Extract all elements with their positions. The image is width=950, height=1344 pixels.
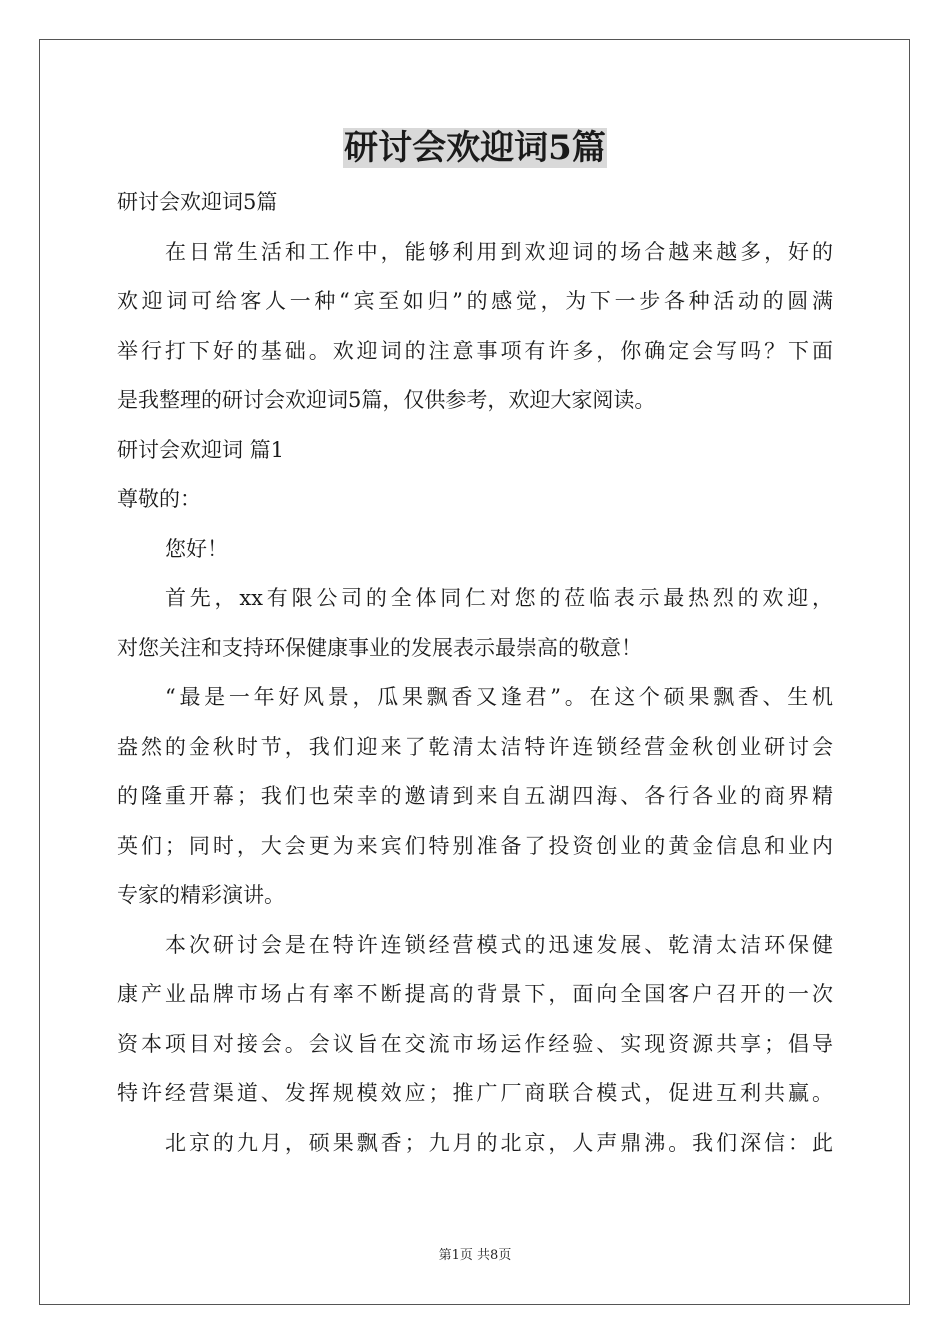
paragraph-line: 特许经营渠道、发挥规模效应；推广厂商联合模式，促进互利共赢。 <box>117 1081 833 1105</box>
paragraph-line: 盎然的金秋时节，我们迎来了乾清太洁特许连锁经营金秋创业研讨会 <box>117 734 833 759</box>
paragraph-line: 是我整理的研讨会欢迎词5篇，仅供参考，欢迎大家阅读。 <box>117 388 656 412</box>
paragraph-line: 欢迎词可给客人一种“宾至如归”的感觉，为下一步各种活动的圆满 <box>117 289 833 313</box>
subtitle-line: 研讨会欢迎词5篇 <box>117 190 278 214</box>
salutation-line: 尊敬的： <box>117 487 201 511</box>
paragraph-line: 资本项目对接会。会议旨在交流市场运作经验、实现资源共享；倡导 <box>117 1031 833 1056</box>
paragraph-line: 首先，xx有限公司的全体同仁对您的莅临表示最热烈的欢迎， <box>165 586 833 610</box>
paragraph-line: 在日常生活和工作中，能够利用到欢迎词的场合越来越多，好的 <box>165 239 833 264</box>
paragraph-line: 本次研讨会是在特许连锁经营模式的迅速发展、乾清太洁环保健 <box>165 932 833 957</box>
paragraph-line: 对您关注和支持环保健康事业的发展表示最崇高的敬意！ <box>117 635 642 660</box>
paragraph-line: “最是一年好风景，瓜果飘香又逢君”。在这个硕果飘香、生机 <box>165 685 833 709</box>
greeting-line: 您好！ <box>165 536 228 561</box>
document-title-text: 研讨会欢迎词5篇 <box>344 128 606 168</box>
paragraph-line: 的隆重开幕；我们也荣幸的邀请到来自五湖四海、各行各业的商界精 <box>117 784 833 808</box>
page-footer: 第1页 共8页 <box>438 1248 512 1263</box>
document-title <box>0 128 950 168</box>
document-body <box>117 178 833 1168</box>
paragraph-line: 康产业品牌市场占有率不断提高的背景下，面向全国客户召开的一次 <box>117 982 833 1006</box>
section-heading: 研讨会欢迎词 篇1 <box>117 437 285 462</box>
paragraph-line: 北京的九月，硕果飘香；九月的北京，人声鼎沸。我们深信：此 <box>165 1130 833 1155</box>
paragraph-line: 英们；同时，大会更为来宾们特别准备了投资创业的黄金信息和业内 <box>117 833 833 858</box>
paragraph-line: 举行打下好的基础。欢迎词的注意事项有许多，你确定会写吗？下面 <box>117 338 833 363</box>
paragraph-line: 专家的精彩演讲。 <box>117 883 285 907</box>
